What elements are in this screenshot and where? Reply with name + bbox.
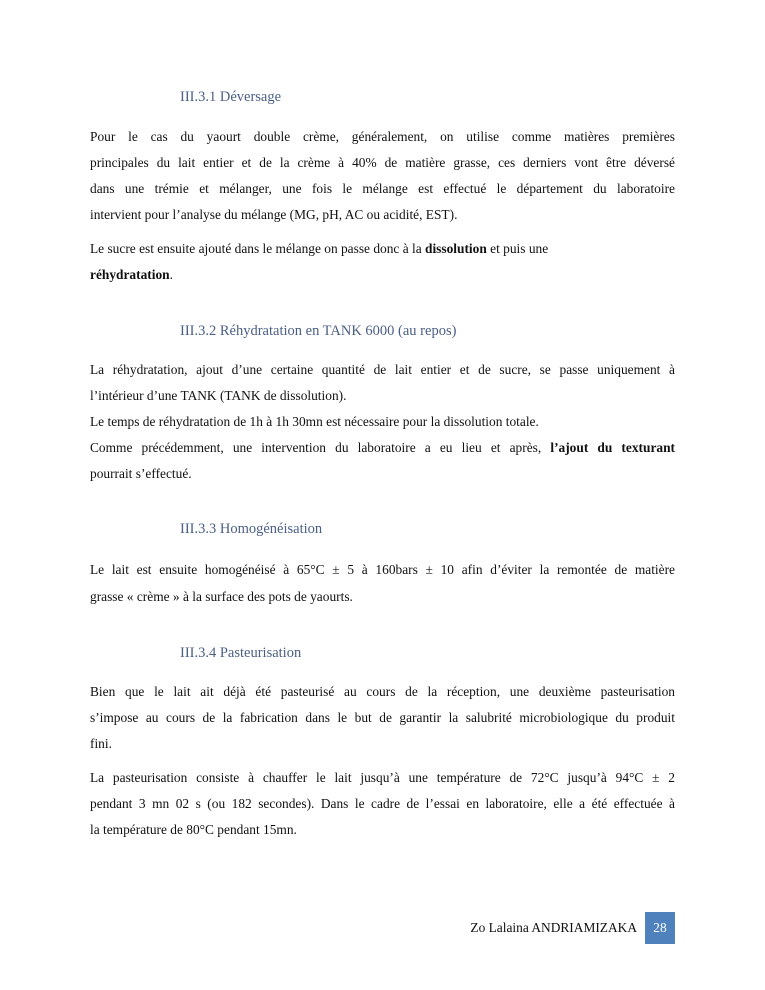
text-run: et puis une <box>486 241 549 256</box>
paragraph-pasteurisation-2 <box>90 765 675 843</box>
text-line: intervient pour l’analyse du mélange (MG, pH, AC ou acidité, EST). <box>90 207 458 222</box>
paragraph-rehydratation <box>90 357 675 487</box>
text-line <box>90 262 675 288</box>
text-line: Bien que le lait ait déjà été pasteurisé au cours de la réception, une deuxième pasteurisation <box>90 684 675 699</box>
text-line: principales du lait entier et de la crème à 40% de matière grasse, ces derniers vont être déversé <box>90 155 675 170</box>
text-line: pourrait s’effectué. <box>90 466 192 481</box>
text-line: dans une trémie et mélanger, une fois le mélange est effectué le département du laboratoire <box>90 181 675 196</box>
text-line <box>90 236 675 262</box>
text-line: fini. <box>90 736 112 751</box>
bold-term-texturant: l’ajout du texturant <box>550 440 675 455</box>
heading-deversage: III.3.1 Déversage <box>180 89 282 105</box>
text-run: Comme précédemment, une intervention du laboratoire a eu lieu et après, <box>90 440 551 455</box>
bold-term-rehydratation: réhydratation <box>90 267 170 282</box>
text-line: Le temps de réhydratation de 1h à 1h 30mn est nécessaire pour la dissolution totale. <box>90 414 539 429</box>
paragraph-sucre <box>90 236 675 288</box>
heading-rehydratation: III.3.2 Réhydratation en TANK 6000 (au repos) <box>180 323 457 339</box>
heading-homogeneisation: III.3.3 Homogénéisation <box>180 521 323 537</box>
text-line: Le lait est ensuite homogénéisé à 65°C ± 5 à 160bars ± 10 afin d’éviter la remontée de matière <box>90 562 675 577</box>
text-line: La réhydratation, ajout d’une certaine quantité de lait entier et de sucre, se passe uniquement à <box>90 362 675 377</box>
bold-term-dissolution: dissolution <box>425 241 487 256</box>
paragraph-pasteurisation-1 <box>90 679 675 757</box>
text-line <box>90 435 675 461</box>
paragraph-deversage <box>90 124 675 228</box>
text-run: Le sucre est ensuite ajouté dans le mélange on passe donc à la <box>90 241 426 256</box>
text-line: l’intérieur d’une TANK (TANK de dissolution). <box>90 388 347 403</box>
text-line: s’impose au cours de la fabrication dans le but de garantir la salubrité microbiologique du produit <box>90 710 675 725</box>
footer-author: Zo Lalaina ANDRIAMIZAKA <box>470 920 637 935</box>
page-number-badge: 28 <box>645 912 675 944</box>
text-line: Pour le cas du yaourt double crème, généralement, on utilise comme matières premières <box>90 129 675 144</box>
paragraph-homogeneisation <box>90 556 675 610</box>
text-line: grasse « crème » à la surface des pots de yaourts. <box>90 589 353 604</box>
text-run: . <box>169 267 173 282</box>
page-footer <box>470 912 675 944</box>
text-line: la température de 80°C pendant 15mn. <box>90 822 297 837</box>
heading-pasteurisation: III.3.4 Pasteurisation <box>180 645 302 661</box>
text-line: La pasteurisation consiste à chauffer le lait jusqu’à une température de 72°C jusqu’à 94°C ± 2 <box>90 770 675 785</box>
text-line: pendant 3 mn 02 s (ou 182 secondes). Dans le cadre de l’essai en laboratoire, elle a été effectuée à <box>90 796 675 811</box>
